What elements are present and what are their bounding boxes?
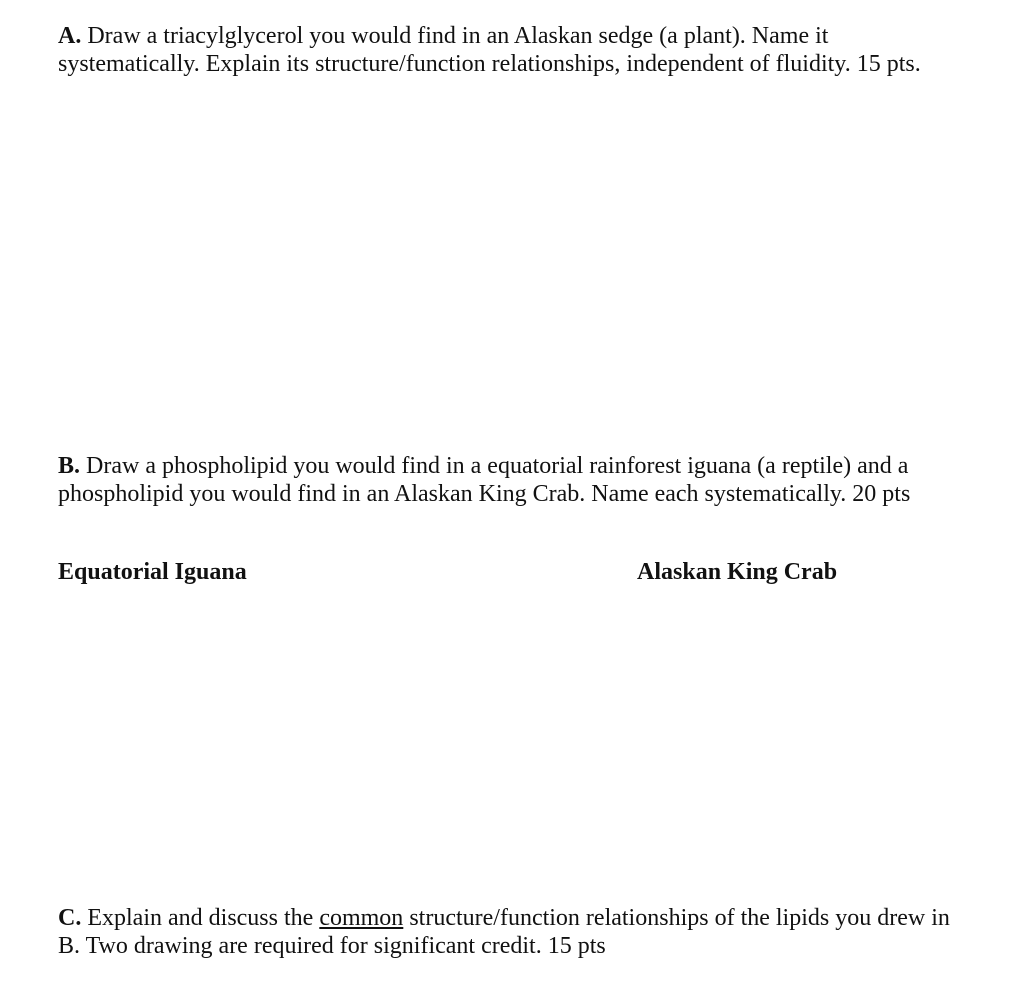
question-b-letter: B.	[58, 453, 81, 479]
question-c-letter: C.	[58, 905, 82, 931]
question-b-text: Draw a phospholipid you would find in a equatorial rainforest iguana (a reptile) and a phospholipid you would find in an Alaskan King Crab. Name each systematically. 20 pts	[58, 453, 911, 507]
question-c	[58, 904, 958, 960]
column-heading-iguana: Equatorial Iguana	[58, 559, 247, 585]
question-a-text: Draw a triacylglycerol you would find in an Alaskan sedge (a plant). Name it systematically. Explain its structure/function relationships, independent of fluidity. 15 pts.	[58, 23, 921, 77]
question-a-letter: A.	[58, 23, 82, 49]
question-a	[58, 22, 958, 78]
column-heading-king-crab: Alaskan King Crab	[637, 559, 838, 585]
question-c-text-after: structure/function relationships of the lipids you drew in B. Two drawing are required for significant credit. 15 pts	[58, 905, 950, 959]
question-b	[58, 452, 958, 508]
question-c-text-before: Explain and discuss the	[87, 905, 314, 931]
question-c-emphasis: common	[319, 905, 404, 931]
